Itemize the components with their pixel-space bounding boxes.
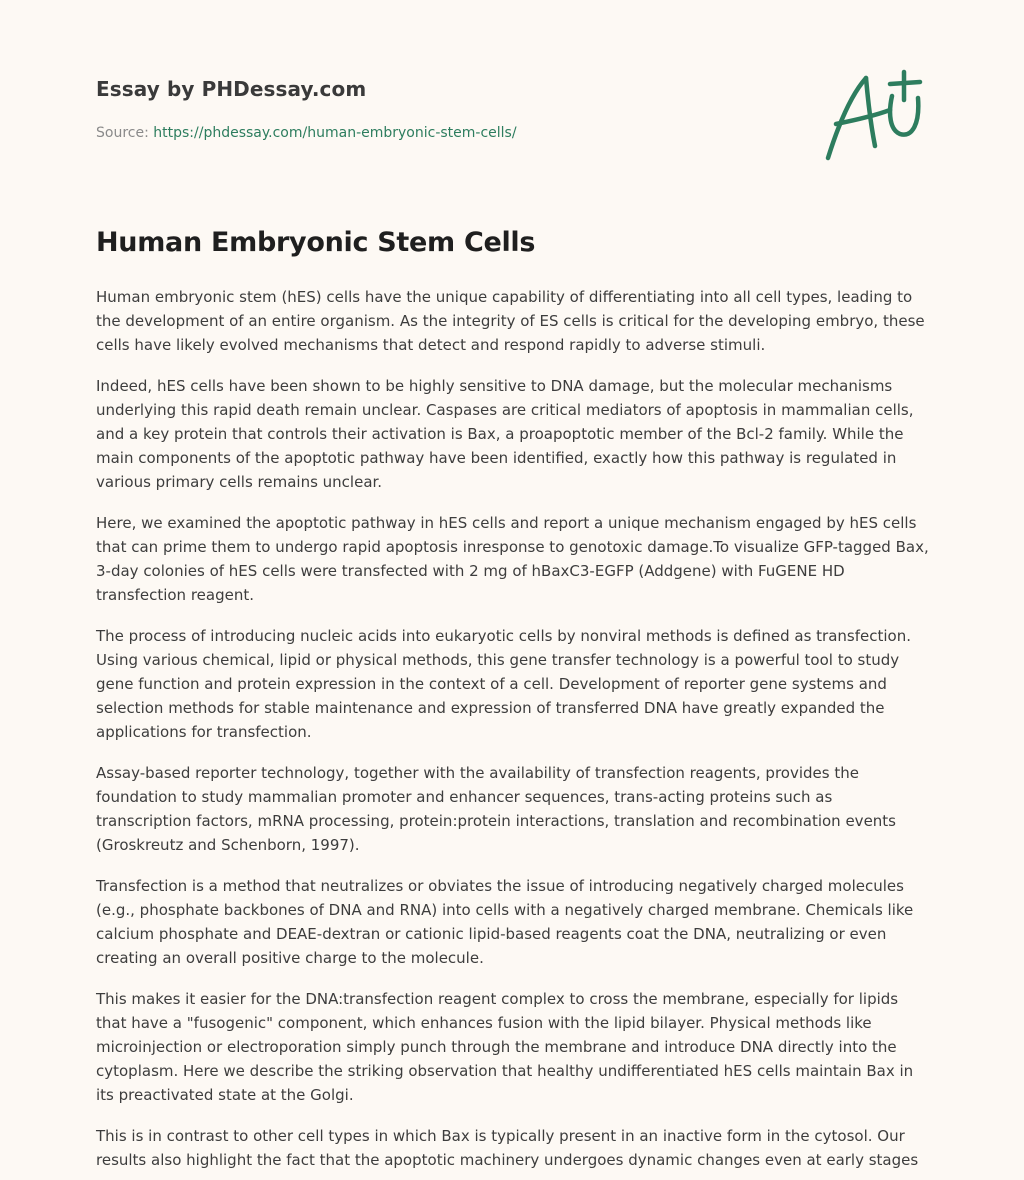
paragraph: Indeed, hES cells have been shown to be highly sensitive to DNA damage, but the molecular mechanisms underlying this rapid death remain unclear. Caspases are critical mediators of apoptosis in mammalian cells, and a key protein that controls their activation is Bax, a proapoptotic member of the Bcl-2 family. While the main components of the apoptotic pathway have been identified, exactly how this pathway is regulated in various primary cells remains unclear. [96,377,914,491]
a-plus-logo-icon [818,66,928,166]
article-body [96,285,932,1180]
paragraph: Human embryonic stem (hES) cells have the unique capability of differentiating into all cell types, leading to the development of an entire organism. As the integrity of ES cells is critical for the developing embryo, these cells have likely evolved mechanisms that detect and respond rapidly to adverse stimuli. [96,288,925,354]
paragraph: Here, we examined the apoptotic pathway in hES cells and report a unique mechanism engaged by hES cells that can prime them to undergo rapid apoptosis inresponse to genotoxic damage.To visualize GFP-tagged Bax, 3-day colonies of hES cells were transfected with 2 mg of hBaxC3-EGFP (Addgene) with FuGENE HD transfection reagent. [96,514,929,604]
source-line [96,125,517,141]
article-title: Human Embryonic Stem Cells [96,227,536,258]
site-brand: Essay by PHDessay.com [96,77,367,101]
paragraph: Assay-based reporter technology, together with the availability of transfection reagents, provides the foundation to study mammalian promoter and enhancer sequences, trans-acting proteins such as transcription factors, mRNA processing, protein:protein interactions, translation and recombination events (Groskreutz and Schenborn, 1997). [96,764,896,854]
paragraph: Transfection is a method that neutralizes or obviates the issue of introducing negatively charged molecules (e.g., phosphate backbones of DNA and RNA) into cells with a negatively charged membrane. Chemicals like calcium phosphate and DEAE-dextran or cationic lipid-based reagents coat the DNA, neutralizing or even creating an overall positive charge to the molecule. [96,877,914,967]
paragraph: The process of introducing nucleic acids into eukaryotic cells by nonviral methods is defined as transfection. Using various chemical, lipid or physical methods, this gene transfer technology is a powerful tool to study gene function and protein expression in the context of a cell. Development of reporter gene systems and selection methods for stable maintenance and expression of transferred DNA have greatly expanded the applications for transfection. [96,627,911,741]
paragraph: This makes it easier for the DNA:transfection reagent complex to cross the membrane, especially for lipids that have a "fusogenic" component, which enhances fusion with the lipid bilayer. Physical methods like microinjection or electroporation simply punch through the membrane and introduce DNA directly into the cytoplasm. Here we describe the striking observation that healthy undifferentiated hES cells maintain Bax in its preactivated state at the Golgi. [96,990,914,1104]
source-link[interactable]: https://phdessay.com/human-embryonic-stem-cells/ [153,125,517,141]
paragraph: This is in contrast to other cell types in which Bax is typically present in an inactive form in the cytosol. Our results also highlight the fact that the apoptotic machinery undergoes dynamic changes even at early stages [96,1127,919,1169]
source-label: Source: [96,125,149,141]
